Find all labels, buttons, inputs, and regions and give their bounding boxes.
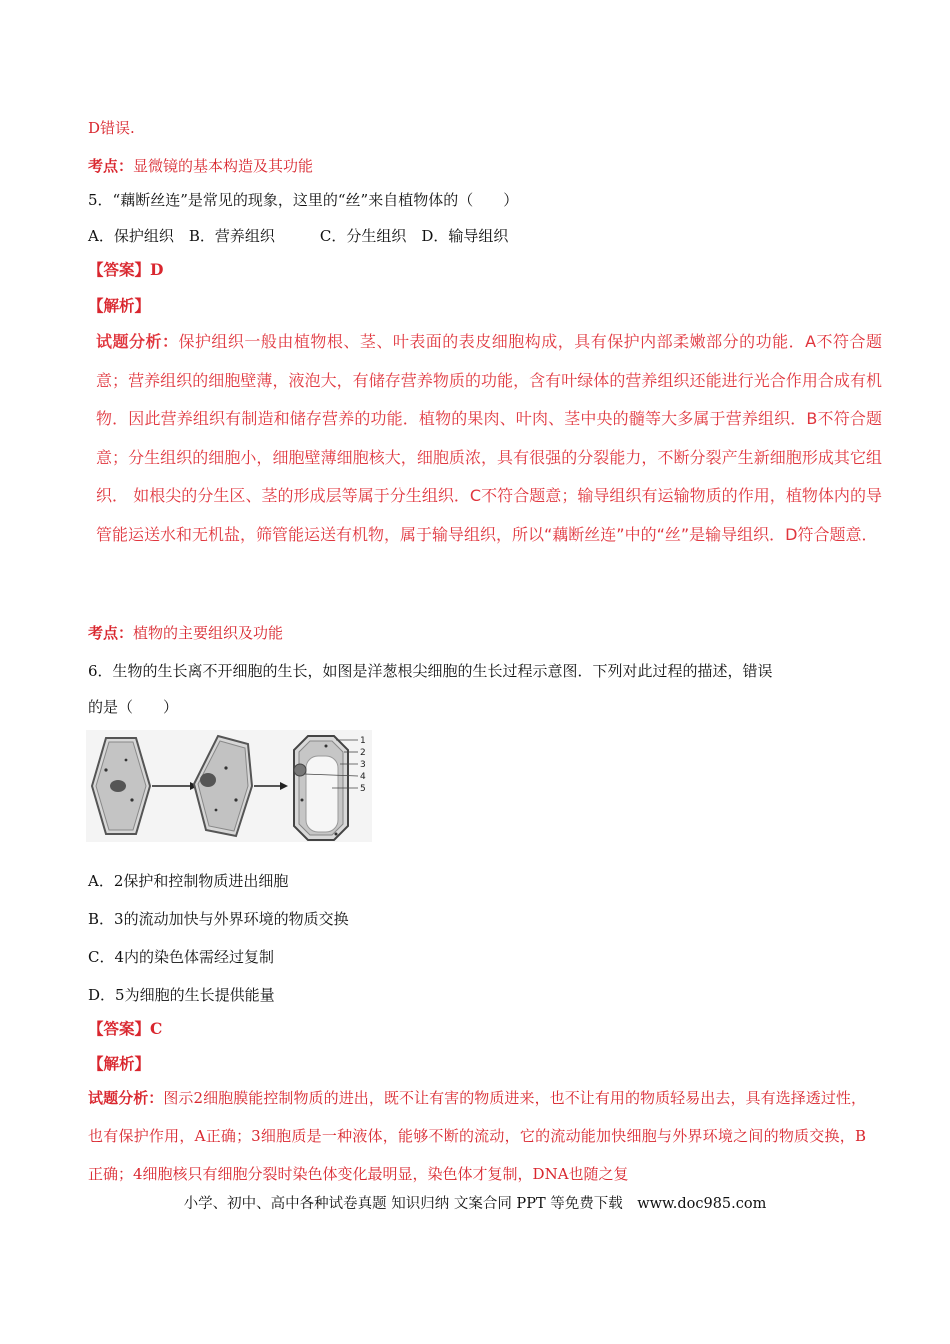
q6-option-a: A．2保护和控制物质进出细胞	[88, 872, 289, 890]
q5-answer	[88, 260, 163, 280]
cell-small-nucleus	[110, 780, 126, 792]
figure-label-1: 1	[360, 736, 366, 746]
answer-value: D	[150, 260, 164, 279]
cell-large-vacuole	[306, 756, 338, 832]
cell-medium-nucleus	[200, 773, 216, 787]
kaodian-text: 显微镜的基本构造及其功能	[133, 157, 314, 175]
kaodian-label: 考点：	[88, 157, 134, 175]
q5-analysis-label	[88, 296, 150, 316]
figure-label-2: 2	[360, 748, 366, 758]
q6-analysis-label	[88, 1054, 150, 1074]
q5-options: A．保护组织 B．营养组织 C．分生组织 D．输导组织	[88, 227, 509, 245]
q6-stem-line2: 的是（ ）	[88, 698, 179, 716]
figure-label-5: 5	[360, 784, 366, 794]
answer-value: C	[150, 1019, 163, 1038]
q6-answer	[88, 1019, 162, 1039]
q6-option-b: B．3的流动加快与外界环境的物质交换	[88, 910, 349, 928]
analysis-title: 试题分析：	[88, 1089, 164, 1107]
q5-stem: 5．“藕断丝连”是常见的现象，这里的“丝”来自植物体的（ ）	[88, 191, 519, 209]
figure-label-4: 4	[360, 772, 366, 782]
q5-kaodian	[88, 623, 283, 643]
page-footer: 小学、初中、高中各种试卷真题 知识归纳 文案合同 PPT 等免费下载 www.doc985.com	[183, 1196, 767, 1212]
answer-label: 【答案】	[88, 1019, 151, 1038]
q4-kaodian	[88, 156, 313, 176]
analysis-text: 保护组织一般由植物根、茎、叶表面的表皮细胞构成，具有保护内部柔嫩部分的功能．A不符合题意；营养组织的细胞壁薄，液泡大，有储存营养物质的功能，含有叶绿体的营养组织还能进行光合作用合成有机物．因此营养组织有制造和储存营养的功能．植物的果肉、叶肉、茎中央的髓等大多属于营养组织．B不符合题意；分生组织的细胞小，细胞壁薄细胞核大，细胞质浓，具有很强的分裂能力，不断分裂产生新细胞形成其它组织． 如根尖的分生区、茎的形成层等属于分生组织．C不符合题意；输导组织有运输物质的作用，植物体内的导管能运送水和无机盐，筛管能运送有机物，属于输导组织，所以“藕断丝连”中的“丝”是输导组织．D符合题意．	[96, 332, 882, 544]
q5-analysis-block	[96, 323, 882, 554]
onion-cell-growth-figure	[86, 730, 372, 842]
analysis-text: 图示2细胞膜能控制物质的进出，既不让有害的物质进来，也不让有用的物质轻易出去，具有选择透过性，也有保护作用，A正确；3细胞质是一种液体，能够不断的流动，它的流动能加快细胞与外界环境之间的物质交换，B正确；4细胞核只有细胞分裂时染色体变化最明显，染色体才复制，DNA也随之复	[88, 1089, 866, 1183]
figure-label-3: 3	[360, 760, 366, 770]
answer-label: 【答案】	[88, 260, 151, 279]
q6-stem-line1: 6．生物的生长离不开细胞的生长，如图是洋葱根尖细胞的生长过程示意图．下列对此过程的描述，错误	[88, 662, 773, 680]
q6-analysis-block	[88, 1079, 866, 1193]
q6-option-c: C．4内的染色体需经过复制	[88, 948, 275, 966]
cell-diagram-svg	[86, 730, 372, 842]
kaodian-text: 植物的主要组织及功能	[133, 624, 284, 642]
analysis-title: 试题分析：	[96, 332, 179, 351]
analysis-label: 【解析】	[88, 296, 151, 315]
analysis-label: 【解析】	[88, 1054, 151, 1073]
q6-option-d: D．5为细胞的生长提供能量	[88, 986, 275, 1004]
d-wrong-text: D错误.	[88, 119, 135, 137]
kaodian-label: 考点：	[88, 624, 134, 642]
